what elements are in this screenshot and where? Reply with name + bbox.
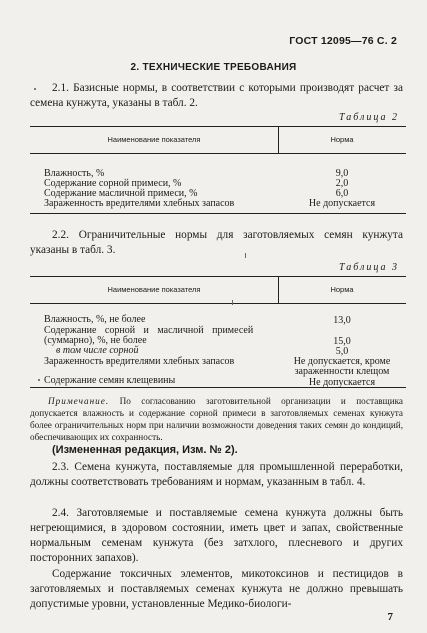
paragraph-2-5-text: Содержание токсичных элементов, микотоксинов и пестицидов в заготовляемых и поставляемых семенах кунжута не должно превышать допустимые уровни, установленные Медико-биологи- — [30, 568, 403, 610]
table2-row-name: Зараженность вредителями хлебных запасов — [44, 198, 235, 209]
table3-row-name: Зараженность вредителями хлебных запасов — [44, 356, 235, 367]
table2-caption: Таблица 2 — [339, 112, 399, 123]
paragraph-2-2-text: 2.2. Ограничительные нормы для заготовляемых семян кунжута указаны в табл. 3. — [30, 229, 403, 256]
paragraph-2-4 — [30, 506, 403, 566]
paragraph-2-3-text: 2.3. Семена кунжута, поставляемые для промышленной переработки, должны соответствовать требованиям и нормам, указанным в табл. 4. — [30, 461, 403, 488]
table2-row-value: 2,0 — [335, 178, 349, 189]
table2-col-name: Наименование показателя — [107, 135, 201, 144]
table2-row-name: Влажность, % — [44, 168, 105, 179]
table2-col-norm: Норма — [330, 135, 354, 144]
table3-header — [30, 277, 406, 304]
note-text: По согласованию заготовительной организации и поставщика допускается влажность и содержание сорной примеси в заготовляемых семенах кунжута более ограничительных норм при наличии возможности доведения таких семян до кондиций, обеспечивающих их сохранность. — [30, 396, 404, 442]
table3-row-name: Содержание сорной и масличной примесей — [44, 325, 254, 336]
table2-row-name: Содержание масличной примеси, % — [44, 188, 198, 199]
table2-row-name: Содержание сорной примеси, % — [44, 178, 182, 189]
scan-speck — [34, 88, 36, 90]
table2-row-value: 6,0 — [335, 188, 349, 199]
paragraph-2-4-text: 2.4. Заготовляемые и поставляемые семена кунжута должны быть негреющимися, в здоровом состоянии, иметь цвет и запах, свойственные нормальным семенам кунжута (без затхлого, плесневого и других посторонних запахов). — [30, 507, 403, 564]
scan-speck — [38, 379, 40, 381]
gost-header: ГОСТ 12095—76 С. 2 — [289, 35, 397, 47]
table3-col-norm: Норма — [330, 285, 354, 294]
table3-row-value: Не допускается — [308, 377, 376, 388]
paragraph-2-3 — [30, 460, 403, 490]
scan-speck — [232, 300, 233, 305]
table3-row-name: Влажность, %, не более — [44, 314, 146, 325]
table3-note — [30, 395, 403, 443]
table3-row-name: в том числе сорной — [56, 345, 139, 356]
paragraph-2-2 — [30, 228, 403, 258]
table3-row-value: Не допускается, кроме зараженности клещом — [293, 356, 391, 377]
paragraph-2-1-text: 2.1. Базисные нормы, в соответствии с которыми производят расчет за семена кунжута, указаны в табл. 2. — [30, 82, 403, 109]
note-lead: Примечание. — [48, 396, 110, 406]
page-number: 7 — [387, 611, 393, 623]
table3-row-value: 5,0 — [335, 346, 349, 357]
table2-header — [30, 127, 406, 154]
table3-row-name: (суммарно), %, не более — [44, 335, 147, 346]
table-3 — [30, 276, 406, 388]
scan-speck — [245, 253, 246, 258]
table3-row-value: 15,0 — [333, 336, 351, 347]
table2-row-value: Не допускается — [308, 198, 376, 209]
table3-col-name: Наименование показателя — [107, 285, 201, 294]
table3-caption: Таблица 3 — [339, 262, 399, 273]
table-2 — [30, 126, 406, 214]
paragraph-2-5 — [30, 567, 403, 612]
section-title: 2. ТЕХНИЧЕСКИЕ ТРЕБОВАНИЯ — [130, 62, 297, 73]
redaction-note: (Измененная редакция, Изм. № 2). — [52, 444, 238, 456]
table2-row-value: 9,0 — [335, 168, 349, 179]
paragraph-2-1 — [30, 81, 403, 111]
table3-row-name: Содержание семян клещевины — [44, 375, 176, 386]
table3-row-value: 13,0 — [333, 315, 351, 326]
